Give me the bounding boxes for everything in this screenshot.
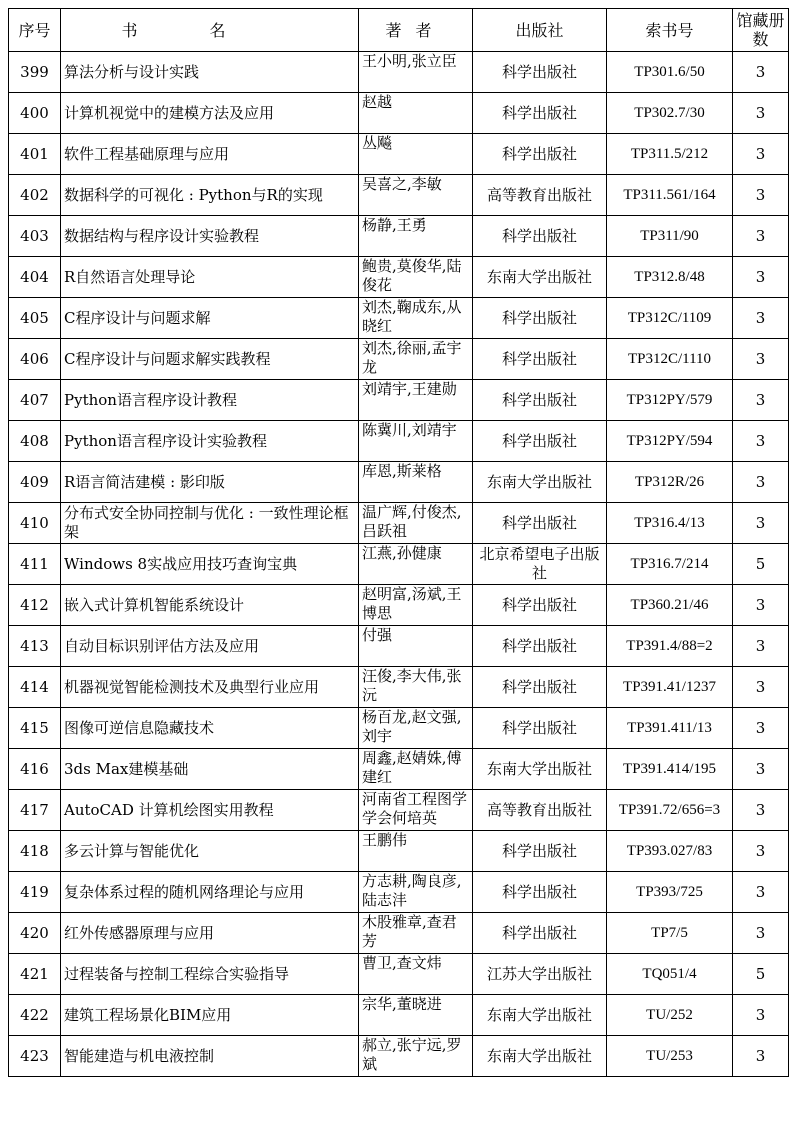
book-publisher: 科学出版社: [473, 503, 607, 544]
book-author: 杨百龙,赵文强,刘宇: [359, 708, 473, 749]
table-row: [9, 954, 789, 995]
book-publisher: 东南大学出版社: [473, 462, 607, 503]
book-call-number: TP311.561/164: [607, 175, 733, 216]
book-publisher: 东南大学出版社: [473, 749, 607, 790]
book-title: Windows 8实战应用技巧查询宝典: [61, 544, 359, 585]
book-call-number: TP312R/26: [607, 462, 733, 503]
book-author: 郝立,张宁远,罗斌: [359, 1036, 473, 1077]
table-row: [9, 790, 789, 831]
book-publisher: 科学出版社: [473, 380, 607, 421]
book-call-number: TP301.6/50: [607, 52, 733, 93]
book-publisher: 科学出版社: [473, 872, 607, 913]
table-row: [9, 298, 789, 339]
book-publisher: 科学出版社: [473, 52, 607, 93]
book-call-number: TP302.7/30: [607, 93, 733, 134]
table-row: [9, 667, 789, 708]
table-row: [9, 708, 789, 749]
book-copies: 3: [733, 421, 789, 462]
book-publisher: 科学出版社: [473, 831, 607, 872]
book-author: 宗华,董晓进: [359, 995, 473, 1036]
table-row: [9, 872, 789, 913]
book-call-number: TP311/90: [607, 216, 733, 257]
book-call-number: TU/252: [607, 995, 733, 1036]
book-title: 过程装备与控制工程综合实验指导: [61, 954, 359, 995]
table-row: [9, 93, 789, 134]
book-author: 刘杰,徐丽,孟宇龙: [359, 339, 473, 380]
book-title: 软件工程基础原理与应用: [61, 134, 359, 175]
book-call-number: TP7/5: [607, 913, 733, 954]
book-copies: 3: [733, 995, 789, 1036]
book-call-number: TQ051/4: [607, 954, 733, 995]
header-call-number: 索书号: [607, 9, 733, 52]
table-row: [9, 1036, 789, 1077]
book-author: 刘靖宇,王建勋: [359, 380, 473, 421]
book-publisher: 科学出版社: [473, 134, 607, 175]
book-call-number: TP316.4/13: [607, 503, 733, 544]
book-author: 库恩,斯莱格: [359, 462, 473, 503]
book-author: 杨静,王勇: [359, 216, 473, 257]
row-number: 401: [9, 134, 61, 175]
book-title: 数据科学的可视化 : Python与R的实现: [61, 175, 359, 216]
header-publisher: 出版社: [473, 9, 607, 52]
book-title: C程序设计与问题求解: [61, 298, 359, 339]
book-title: 计算机视觉中的建模方法及应用: [61, 93, 359, 134]
header-author: 著者: [359, 9, 473, 52]
row-number: 421: [9, 954, 61, 995]
book-call-number: TP312C/1110: [607, 339, 733, 380]
row-number: 416: [9, 749, 61, 790]
book-author: 温广辉,付俊杰,吕跃祖: [359, 503, 473, 544]
book-publisher: 高等教育出版社: [473, 175, 607, 216]
book-publisher: 科学出版社: [473, 708, 607, 749]
book-copies: 3: [733, 93, 789, 134]
book-title: R语言简洁建模 : 影印版: [61, 462, 359, 503]
book-publisher: 科学出版社: [473, 667, 607, 708]
table-row: [9, 995, 789, 1036]
book-call-number: TP391.411/13: [607, 708, 733, 749]
row-number: 404: [9, 257, 61, 298]
book-author: 赵明富,汤斌,王博思: [359, 585, 473, 626]
book-copies: 3: [733, 216, 789, 257]
book-publisher: 科学出版社: [473, 913, 607, 954]
row-number: 407: [9, 380, 61, 421]
book-publisher: 江苏大学出版社: [473, 954, 607, 995]
table-row: [9, 421, 789, 462]
book-author: 付强: [359, 626, 473, 667]
book-publisher: 科学出版社: [473, 626, 607, 667]
book-title: C程序设计与问题求解实践教程: [61, 339, 359, 380]
book-copies: 3: [733, 585, 789, 626]
book-title: 红外传感器原理与应用: [61, 913, 359, 954]
row-number: 418: [9, 831, 61, 872]
book-title: 算法分析与设计实践: [61, 52, 359, 93]
book-title: 机器视觉智能检测技术及典型行业应用: [61, 667, 359, 708]
book-copies: 3: [733, 749, 789, 790]
table-row: [9, 585, 789, 626]
book-copies: 3: [733, 708, 789, 749]
book-call-number: TP316.7/214: [607, 544, 733, 585]
book-author: 刘杰,鞠成东,从晓红: [359, 298, 473, 339]
row-number: 399: [9, 52, 61, 93]
table-row: [9, 380, 789, 421]
row-number: 419: [9, 872, 61, 913]
row-number: 402: [9, 175, 61, 216]
header-copies: 馆藏册数: [733, 9, 789, 52]
row-number: 408: [9, 421, 61, 462]
header-no: 序号: [9, 9, 61, 52]
book-title: 分布式安全协同控制与优化 : 一致性理论框架: [61, 503, 359, 544]
table-row: [9, 175, 789, 216]
book-copies: 3: [733, 175, 789, 216]
book-copies: 5: [733, 544, 789, 585]
book-copies: 3: [733, 462, 789, 503]
book-publisher: 东南大学出版社: [473, 995, 607, 1036]
book-title: 自动目标识别评估方法及应用: [61, 626, 359, 667]
book-title: 建筑工程场景化BIM应用: [61, 995, 359, 1036]
book-publisher: 北京希望电子出版社: [473, 544, 607, 585]
book-call-number: TP360.21/46: [607, 585, 733, 626]
row-number: 420: [9, 913, 61, 954]
row-number: 413: [9, 626, 61, 667]
book-copies: 5: [733, 954, 789, 995]
row-number: 411: [9, 544, 61, 585]
book-author: 王鹏伟: [359, 831, 473, 872]
book-author: 江燕,孙健康: [359, 544, 473, 585]
book-author: 吴喜之,李敏: [359, 175, 473, 216]
book-title: 3ds Max建模基础: [61, 749, 359, 790]
book-copies: 3: [733, 626, 789, 667]
table-row: [9, 134, 789, 175]
table-row: [9, 52, 789, 93]
book-call-number: TP391.4/88=2: [607, 626, 733, 667]
book-copies: 3: [733, 257, 789, 298]
book-title: 智能建造与机电液控制: [61, 1036, 359, 1077]
book-copies: 3: [733, 831, 789, 872]
book-author: 汪俊,李大伟,张沅: [359, 667, 473, 708]
book-call-number: TP312PY/579: [607, 380, 733, 421]
book-publisher: 科学出版社: [473, 421, 607, 462]
row-number: 415: [9, 708, 61, 749]
book-copies: 3: [733, 872, 789, 913]
row-number: 412: [9, 585, 61, 626]
book-call-number: TU/253: [607, 1036, 733, 1077]
book-copies: 3: [733, 503, 789, 544]
book-call-number: TP391.414/195: [607, 749, 733, 790]
table-row: [9, 339, 789, 380]
book-list-table: [8, 8, 789, 1077]
book-title: 多云计算与智能优化: [61, 831, 359, 872]
table-row: [9, 503, 789, 544]
book-copies: 3: [733, 339, 789, 380]
header-row: [9, 9, 789, 52]
book-copies: 3: [733, 380, 789, 421]
table-row: [9, 749, 789, 790]
book-call-number: TP393/725: [607, 872, 733, 913]
book-call-number: TP311.5/212: [607, 134, 733, 175]
book-title: R自然语言处理导论: [61, 257, 359, 298]
book-publisher: 东南大学出版社: [473, 1036, 607, 1077]
book-title: 复杂体系过程的随机网络理论与应用: [61, 872, 359, 913]
table-body: [9, 52, 789, 1077]
book-publisher: 科学出版社: [473, 93, 607, 134]
row-number: 405: [9, 298, 61, 339]
row-number: 406: [9, 339, 61, 380]
book-publisher: 东南大学出版社: [473, 257, 607, 298]
book-publisher: 科学出版社: [473, 339, 607, 380]
book-call-number: TP391.72/656=3: [607, 790, 733, 831]
book-copies: 3: [733, 134, 789, 175]
row-number: 409: [9, 462, 61, 503]
book-title: Python语言程序设计教程: [61, 380, 359, 421]
book-author: 方志耕,陶良彦,陆志沣: [359, 872, 473, 913]
row-number: 400: [9, 93, 61, 134]
book-copies: 3: [733, 298, 789, 339]
book-author: 丛飚: [359, 134, 473, 175]
row-number: 410: [9, 503, 61, 544]
table-row: [9, 626, 789, 667]
book-author: 陈冀川,刘靖宇: [359, 421, 473, 462]
book-title: AutoCAD 计算机绘图实用教程: [61, 790, 359, 831]
book-publisher: 高等教育出版社: [473, 790, 607, 831]
table-row: [9, 831, 789, 872]
table-row: [9, 544, 789, 585]
book-title: Python语言程序设计实验教程: [61, 421, 359, 462]
book-author: 木股雅章,查君芳: [359, 913, 473, 954]
row-number: 422: [9, 995, 61, 1036]
book-copies: 3: [733, 52, 789, 93]
table-row: [9, 913, 789, 954]
book-call-number: TP393.027/83: [607, 831, 733, 872]
book-author: 曹卫,查文炜: [359, 954, 473, 995]
book-author: 河南省工程图学学会何培英: [359, 790, 473, 831]
book-author: 鲍贵,莫俊华,陆俊花: [359, 257, 473, 298]
table-row: [9, 462, 789, 503]
book-call-number: TP312.8/48: [607, 257, 733, 298]
book-call-number: TP312C/1109: [607, 298, 733, 339]
book-title: 嵌入式计算机智能系统设计: [61, 585, 359, 626]
row-number: 414: [9, 667, 61, 708]
book-publisher: 科学出版社: [473, 585, 607, 626]
book-publisher: 科学出版社: [473, 216, 607, 257]
book-copies: 3: [733, 1036, 789, 1077]
book-author: 赵越: [359, 93, 473, 134]
book-author: 王小明,张立臣: [359, 52, 473, 93]
book-copies: 3: [733, 913, 789, 954]
row-number: 423: [9, 1036, 61, 1077]
table-row: [9, 257, 789, 298]
book-copies: 3: [733, 790, 789, 831]
book-title: 数据结构与程序设计实验教程: [61, 216, 359, 257]
row-number: 417: [9, 790, 61, 831]
book-call-number: TP391.41/1237: [607, 667, 733, 708]
row-number: 403: [9, 216, 61, 257]
book-call-number: TP312PY/594: [607, 421, 733, 462]
book-copies: 3: [733, 667, 789, 708]
book-title: 图像可逆信息隐藏技术: [61, 708, 359, 749]
book-author: 周鑫,赵婧姝,傅建红: [359, 749, 473, 790]
book-publisher: 科学出版社: [473, 298, 607, 339]
table-row: [9, 216, 789, 257]
header-title: 书名: [61, 9, 359, 52]
